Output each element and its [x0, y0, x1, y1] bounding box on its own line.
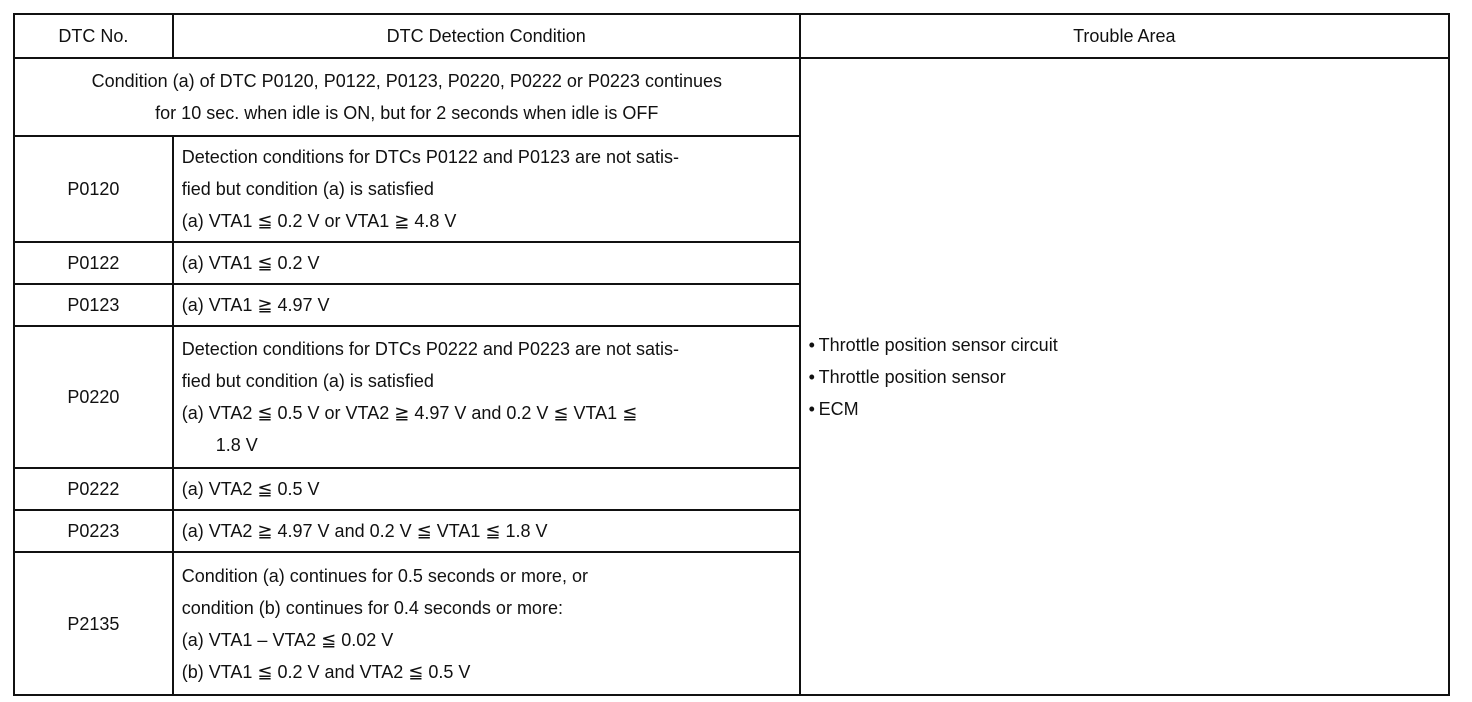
- condition-line: (a) VTA1 – VTA2 ≦ 0.02 V: [181, 629, 394, 650]
- condition-line: 1.8 V: [215, 435, 258, 455]
- header-row: [14, 14, 1449, 58]
- condition-line: condition (b) continues for 0.4 seconds or more:: [181, 597, 563, 618]
- condition-line: (a) VTA1 ≧ 4.97 V: [181, 295, 330, 315]
- bullet-icon: •: [808, 398, 815, 419]
- dtc-code: P0123: [14, 284, 173, 326]
- dtc-code: P0120: [14, 136, 173, 242]
- header-detection-condition: DTC Detection Condition: [173, 14, 800, 58]
- trouble-area-text: ECM: [818, 398, 859, 419]
- shared-condition: [14, 58, 800, 136]
- dtc-condition: [173, 468, 800, 510]
- header-trouble-area: Trouble Area: [800, 14, 1449, 58]
- condition-line: (a) VTA2 ≦ 0.5 V: [181, 479, 320, 499]
- condition-line: fied but condition (a) is satisfied: [181, 371, 434, 391]
- dtc-code: P0222: [14, 468, 173, 510]
- condition-line: Condition (a) continues for 0.5 seconds or more, or: [181, 565, 588, 586]
- condition-line: (a) VTA1 ≦ 0.2 V: [181, 253, 320, 273]
- dtc-condition: [173, 552, 800, 695]
- bullet-icon: •: [808, 366, 815, 387]
- trouble-area-item: [809, 361, 1440, 393]
- shared-condition-row: [14, 58, 1449, 136]
- trouble-area-text: Throttle position sensor: [818, 366, 1006, 387]
- condition-line: Detection conditions for DTCs P0122 and P0123 are not satis-: [181, 147, 680, 167]
- condition-line: (a) VTA1 ≦ 0.2 V or VTA1 ≧ 4.8 V: [181, 211, 457, 231]
- shared-condition-line: for 10 sec. when idle is ON, but for 2 seconds when idle is OFF: [155, 103, 659, 123]
- trouble-area-cell: [800, 58, 1449, 695]
- bullet-icon: •: [808, 334, 815, 355]
- condition-line: (a) VTA2 ≦ 0.5 V or VTA2 ≧ 4.97 V and 0.2 V ≦ VTA1 ≦: [181, 403, 638, 423]
- condition-line: Detection conditions for DTCs P0222 and P0223 are not satis-: [181, 339, 680, 359]
- dtc-condition: [173, 242, 800, 284]
- dtc-code: P0223: [14, 510, 173, 552]
- trouble-area-item: [809, 393, 1440, 425]
- condition-line: (b) VTA1 ≦ 0.2 V and VTA2 ≦ 0.5 V: [181, 661, 471, 682]
- dtc-code: P2135: [14, 552, 173, 695]
- dtc-code: P0122: [14, 242, 173, 284]
- dtc-code: P0220: [14, 326, 173, 468]
- dtc-condition: [173, 284, 800, 326]
- dtc-condition: [173, 510, 800, 552]
- dtc-table: [13, 13, 1450, 696]
- trouble-area-item: [809, 329, 1440, 361]
- condition-line: (a) VTA2 ≧ 4.97 V and 0.2 V ≦ VTA1 ≦ 1.8 V: [181, 521, 548, 541]
- dtc-condition: [173, 326, 800, 468]
- condition-line: fied but condition (a) is satisfied: [181, 179, 434, 199]
- dtc-condition: [173, 136, 800, 242]
- trouble-area-list: [809, 329, 1440, 425]
- header-dtc-no: DTC No.: [14, 14, 173, 58]
- trouble-area-text: Throttle position sensor circuit: [818, 334, 1058, 355]
- shared-condition-line: Condition (a) of DTC P0120, P0122, P0123, P0220, P0222 or P0223 continues: [91, 71, 722, 91]
